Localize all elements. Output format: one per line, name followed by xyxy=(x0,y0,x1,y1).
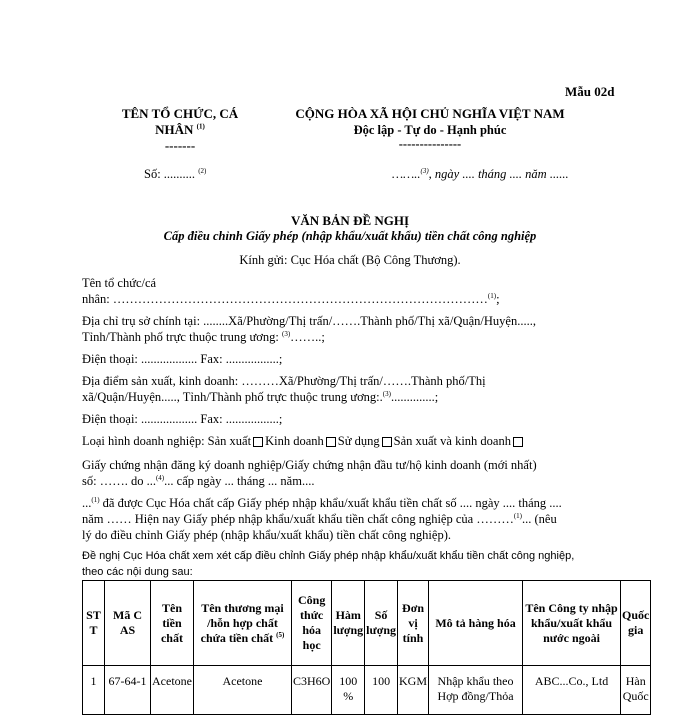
phone-fax-line-1: Điện thoại: .................. Fax: .................; xyxy=(82,352,283,366)
cell-trade-name: Acetone xyxy=(193,666,291,715)
col-header-cas: Mã C AS xyxy=(105,581,151,666)
cell-precursor-name: Acetone xyxy=(151,666,194,715)
cell-quantity: 100 xyxy=(365,666,398,715)
table-row xyxy=(83,666,651,715)
col-header-quantity: Số lượng xyxy=(365,581,398,666)
org-name-line2: NHÂN $^{(1)}$ xyxy=(155,122,205,137)
col-header-stt: ST T xyxy=(83,581,105,666)
form-code: Mẫu 02d xyxy=(565,84,615,99)
org-name-line1: TÊN TỔ CHỨC, CÁ xyxy=(121,106,239,121)
cell-country: Hàn Quốc xyxy=(621,666,651,715)
head-office-address-line1: Địa chỉ trụ sở chính tại: ........Xã/Phường/Thị trấn/…….Thành phố/Thị xã/Quận/Huyện....., xyxy=(82,314,536,328)
registration-cert-line1: Giấy chứng nhận đăng ký doanh nghiệp/Giấy chứng nhận đầu tư/hộ kinh doanh (mới nhất) xyxy=(82,458,537,472)
col-header-precursor-name: Tên tiền chất xyxy=(151,581,194,666)
license-paragraph-line3: lý do điều chỉnh Giấy phép (nhập khẩu/xuất khẩu) tiền chất công nghiệp). xyxy=(82,528,451,542)
request-line1: Đề nghị Cục Hóa chất xem xét cấp điều chỉnh Giấy phép nhập khẩu/xuất khẩu tiền chất công nghiệp, xyxy=(82,550,575,562)
org-name-field: nhân: ………………………………………………………………………………$^{(1)}$; xyxy=(82,291,500,306)
recipient-line: Kính gửi: Cục Hóa chất (Bộ Công Thương). xyxy=(239,253,461,267)
registration-cert-line2: số: ……. do ...$^{(4)}$... cấp ngày ... tháng ... năm.... xyxy=(82,473,315,488)
cell-stt: 1 xyxy=(83,666,105,715)
col-header-trade-name: Tên thương mại /hỗn hợp chất chứa tiền chất $^{(5)}$ xyxy=(193,581,291,666)
phone-fax-line-2: Điện thoại: .................. Fax: .................; xyxy=(82,412,283,426)
nation-motto: Độc lập - Tự do - Hạnh phúc xyxy=(353,123,507,137)
business-type-line: Loại hình doanh nghiệp: Sản xuất Kinh doanh Sử dụng Sản xuất và kinh doanh xyxy=(82,434,525,449)
col-header-foreign-company: Tên Công ty nhập khẩu/xuất khẩu nước ngoài xyxy=(523,581,621,666)
head-office-address-line2: Tỉnh/Thành phố trực thuộc trung ương: $^{(3)}$……..; xyxy=(82,329,325,344)
cell-description: Nhập khẩu theo Hợp đồng/Thỏa xyxy=(429,666,523,715)
cell-unit: KGM xyxy=(398,666,429,715)
nation-title: CỘNG HÒA XÃ HỘI CHỦ NGHĨA VIỆT NAM xyxy=(295,106,565,121)
request-line2: theo các nội dung sau: xyxy=(82,566,193,578)
production-site-line1: Địa điểm sản xuất, kinh doanh: ………Xã/Phường/Thị trấn/…….Thành phố/Thị xyxy=(82,374,486,388)
col-header-country: Quốc gia xyxy=(621,581,651,666)
production-site-line2: xã/Quận/Huyện....., Tỉnh/Thành phố trực thuộc trung ương:.$^{(3)}$..............; xyxy=(82,389,439,404)
business-type-production-checkbox[interactable] xyxy=(253,437,263,447)
document-date: ……..$^{(3)}$, ngày .... tháng .... năm ...... xyxy=(392,166,569,181)
cell-concentration: 100 % xyxy=(332,666,365,715)
col-header-concentration: Hàm lượng xyxy=(332,581,365,666)
org-name-field-label: Tên tổ chức/cá xyxy=(82,276,157,290)
document-number: Số: .......... $^{(2)}$ xyxy=(144,166,207,181)
document-subtitle: Cấp điều chỉnh Giấy phép (nhập khẩu/xuất khẩu) tiền chất công nghiệp xyxy=(163,229,537,243)
nation-divider: --------------- xyxy=(398,137,462,151)
license-paragraph-line2: năm …… Hiện nay Giấy phép nhập khẩu/xuất khẩu tiền chất công nghiệp của ………$^{(1)}$... (nêu xyxy=(82,511,557,526)
table-header-row xyxy=(83,581,651,666)
cell-cas: 67-64-1 xyxy=(105,666,151,715)
org-divider: ------- xyxy=(164,138,196,153)
col-header-description: Mô tả hàng hóa xyxy=(429,581,523,666)
cell-formula: C3H6O xyxy=(291,666,331,715)
business-type-usage-checkbox[interactable] xyxy=(382,437,392,447)
business-type-production-trading-checkbox[interactable] xyxy=(513,437,523,447)
col-header-unit: Đơn vị tính xyxy=(398,581,429,666)
document-title: VĂN BẢN ĐỀ NGHỊ xyxy=(290,213,410,228)
business-type-trading-checkbox[interactable] xyxy=(326,437,336,447)
license-paragraph-line1: ...$^{(1)}$ đã được Cục Hóa chất cấp Giấy phép nhập khẩu/xuất khẩu tiền chất số .... ngày .... tháng .... xyxy=(82,495,562,510)
col-header-formula: Công thức hóa học xyxy=(291,581,331,666)
goods-table xyxy=(82,580,651,715)
cell-foreign-company: ABC...Co., Ltd xyxy=(523,666,621,715)
